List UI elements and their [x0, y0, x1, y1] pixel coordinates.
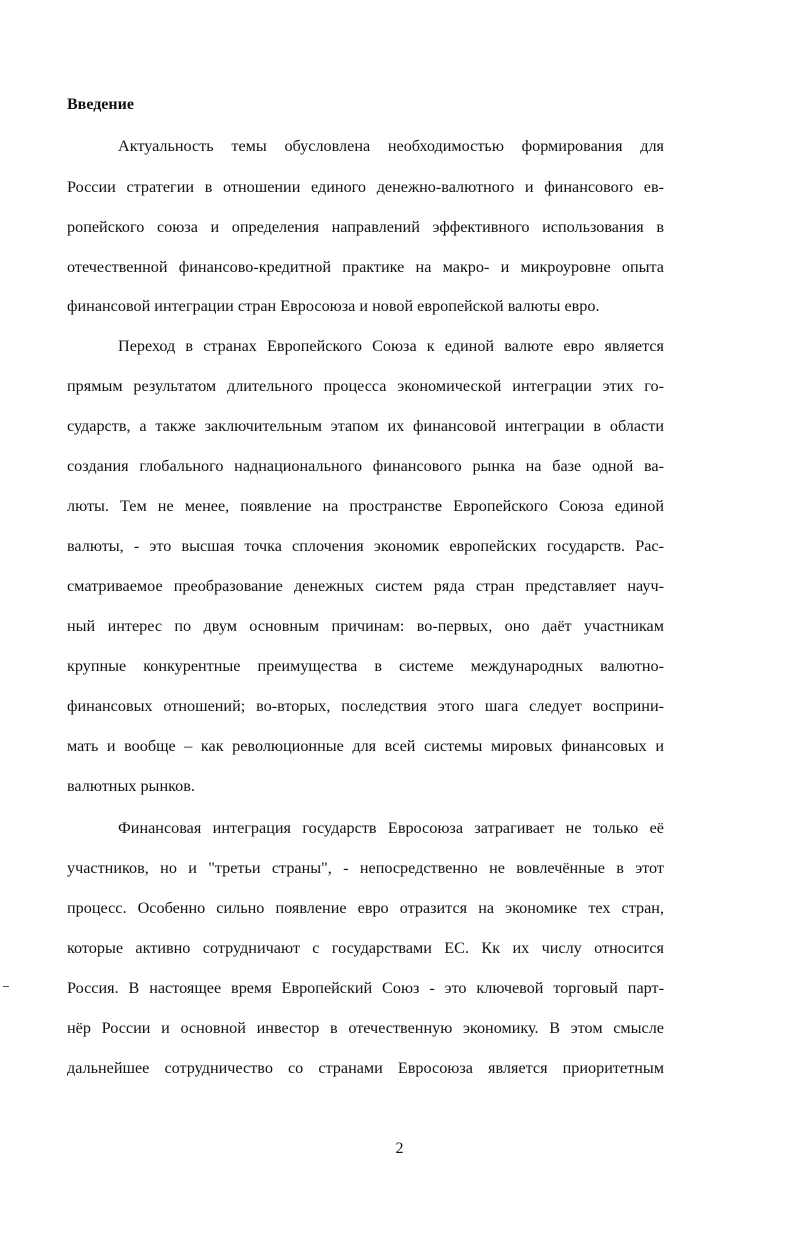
text-line: финансовых отношений; во-вторых, последствия этого шага следует восприни- [67, 697, 664, 715]
text-line: ропейского союза и определения направлений эффективного использования в [67, 218, 664, 236]
text-line: России стратегии в отношении единого денежно-валютного и финансового ев- [67, 178, 664, 196]
text-line: Россия. В настоящее время Европейский Союз - это ключевой торговый парт- [67, 979, 664, 997]
text-line: отечественной финансово-кредитной практике на макро- и микроуровне опыта [67, 258, 664, 276]
text-line: люты. Тем не менее, появление на пространстве Европейского Союза единой [67, 497, 664, 515]
text-line: сударств, а также заключительным этапом их финансовой интеграции в области [67, 417, 664, 435]
text-line: Переход в странах Европейского Союза к единой валюте евро является [118, 337, 664, 355]
text-line: прямым результатом длительного процесса экономической интеграции этих го- [67, 377, 664, 395]
text-line: крупные конкурентные преимущества в системе международных валютно- [67, 657, 664, 675]
text-line: Финансовая интеграция государств Евросоюза затрагивает не только её [118, 819, 664, 837]
text-line: ный интерес по двум основным причинам: во-первых, оно даёт участникам [67, 617, 664, 635]
text-line: Актуальность темы обусловлена необходимостью формирования для [118, 137, 664, 155]
text-line: сматриваемое преобразование денежных систем ряда стран представляет науч- [67, 577, 664, 595]
text-line: нёр России и основной инвестор в отечественную экономику. В этом смысле [67, 1019, 664, 1037]
text-line: валютных рынков. [67, 777, 195, 795]
text-line: которые активно сотрудничают с государствами ЕС. Кк их числу относится [67, 939, 664, 957]
text-line: дальнейшее сотрудничество со странами Евросоюза является приоритетным [67, 1059, 664, 1077]
text-line: финансовой интеграции стран Евросоюза и новой европейской валюты евро. [67, 297, 600, 315]
section-heading: Введение [67, 96, 134, 113]
scan-artifact [3, 986, 9, 987]
page-number: 2 [395, 1140, 404, 1157]
text-line: участников, но и "третьи страны", - непосредственно не вовлечённые в этот [67, 859, 664, 877]
text-line: процесс. Особенно сильно появление евро отразится на экономике тех стран, [67, 899, 664, 917]
text-line: валюты, - это высшая точка сплочения экономик европейских государств. Рас- [67, 537, 664, 555]
text-line: мать и вообще – как революционные для всей системы мировых финансовых и [67, 737, 664, 755]
text-line: создания глобального наднационального финансового рынка на базе одной ва- [67, 457, 664, 475]
